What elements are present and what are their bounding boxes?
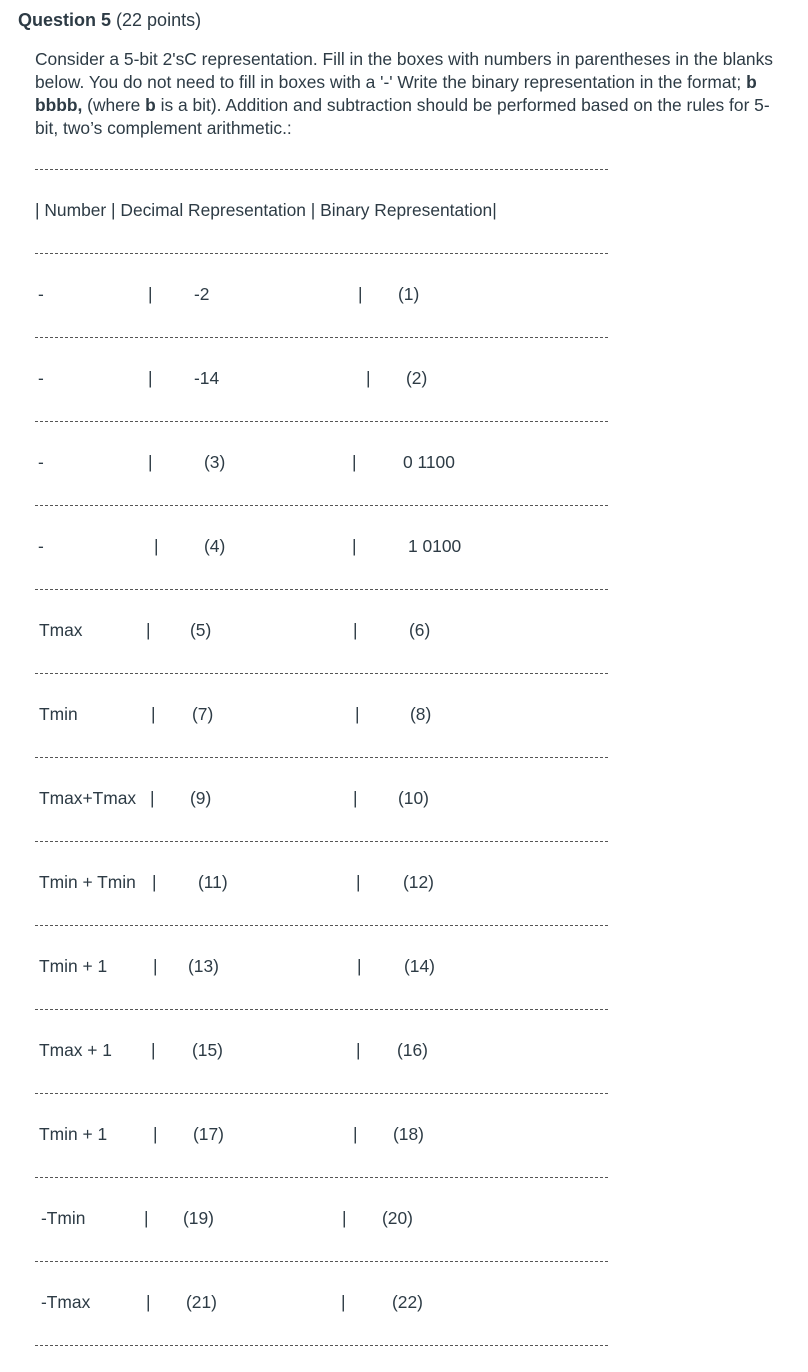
table-divider: [35, 169, 608, 170]
column-separator: |: [355, 704, 360, 724]
column-separator: |: [341, 1292, 346, 1312]
instructions-part-1: Consider a 5-bit 2'sC representation. Fill in the boxes with numbers in parentheses in the blanks below. You do not need to fill in boxes with a '-' Write the binary representation in the format;: [35, 49, 773, 92]
column-separator: |: [353, 1124, 358, 1144]
column-separator: |: [356, 872, 361, 892]
row-decimal-cell: (13): [188, 956, 219, 976]
row-number-cell: Tmin + 1: [39, 1124, 108, 1144]
column-separator: |: [151, 1040, 156, 1060]
instructions-format: b bbbb,: [35, 72, 757, 115]
row-decimal-cell: (9): [190, 788, 212, 808]
row-decimal-cell: -14: [194, 368, 220, 388]
column-separator: |: [144, 1208, 149, 1228]
row-number-cell: -Tmax: [41, 1292, 91, 1312]
column-separator: |: [148, 368, 153, 388]
table-divider: [35, 253, 608, 254]
row-decimal-cell: (15): [192, 1040, 223, 1060]
column-separator: |: [357, 956, 362, 976]
row-number-cell: -: [38, 284, 44, 304]
question-points: (22 points): [116, 10, 202, 30]
row-binary-cell: (14): [404, 956, 435, 976]
column-separator: |: [358, 284, 363, 304]
column-separator: |: [146, 620, 151, 640]
table-divider: [35, 673, 608, 674]
row-decimal-cell: -2: [194, 284, 210, 304]
row-binary-cell: (8): [410, 704, 432, 724]
column-separator: |: [153, 956, 158, 976]
row-number-cell: Tmax+Tmax: [39, 788, 137, 808]
column-separator: |: [353, 620, 358, 640]
row-binary-cell: (10): [398, 788, 429, 808]
table-divider: [35, 757, 608, 758]
table-divider: [35, 337, 608, 338]
table-divider: [35, 589, 608, 590]
table-divider: [35, 421, 608, 422]
row-binary-cell: (12): [403, 872, 434, 892]
instructions-part-3: is a bit). Addition and subtraction should be performed based on the rules for 5-bit, two’s complement arithmetic.:: [35, 95, 770, 138]
instructions-bit: b: [145, 95, 156, 115]
column-separator: |: [342, 1208, 347, 1228]
column-separator: |: [353, 788, 358, 808]
table-divider: [35, 1177, 608, 1178]
row-decimal-cell: (11): [198, 872, 228, 892]
column-separator: |: [150, 788, 155, 808]
row-number-cell: Tmin: [39, 704, 78, 724]
table-header: | Number | Decimal Representation | Binary Representation|: [35, 200, 497, 220]
column-separator: |: [152, 872, 157, 892]
row-decimal-cell: (7): [192, 704, 214, 724]
column-separator: |: [352, 536, 357, 556]
table-divider: [35, 1261, 608, 1262]
column-separator: |: [148, 284, 153, 304]
row-number-cell: Tmin + Tmin: [39, 872, 136, 892]
row-number-cell: -: [38, 452, 44, 472]
question-number: Question 5: [18, 10, 112, 30]
row-decimal-cell: (4): [204, 536, 226, 556]
column-separator: |: [356, 1040, 361, 1060]
row-decimal-cell: (19): [183, 1208, 214, 1228]
row-decimal-cell: (3): [204, 452, 226, 472]
row-binary-cell: 0 1100: [403, 452, 455, 472]
row-binary-cell: (16): [397, 1040, 428, 1060]
row-number-cell: Tmax: [39, 620, 83, 640]
column-separator: |: [366, 368, 371, 388]
table-divider: [35, 1093, 608, 1094]
table-divider: [35, 505, 608, 506]
row-decimal-cell: (21): [186, 1292, 217, 1312]
column-separator: |: [148, 452, 153, 472]
row-binary-cell: (18): [393, 1124, 424, 1144]
row-decimal-cell: (17): [193, 1124, 224, 1144]
column-separator: |: [352, 452, 357, 472]
table-divider: [35, 925, 608, 926]
row-binary-cell: 1 0100: [408, 536, 462, 556]
column-separator: |: [153, 1124, 158, 1144]
question-instructions: [35, 48, 775, 140]
row-binary-cell: (2): [406, 368, 428, 388]
row-binary-cell: (20): [382, 1208, 413, 1228]
row-binary-cell: (1): [398, 284, 420, 304]
row-number-cell: -: [38, 536, 44, 556]
row-number-cell: Tmin + 1: [39, 956, 108, 976]
row-number-cell: Tmax + 1: [39, 1040, 112, 1060]
row-number-cell: -Tmin: [41, 1208, 86, 1228]
instructions-part-2: (where: [82, 95, 146, 115]
row-number-cell: -: [38, 368, 44, 388]
column-separator: |: [151, 704, 156, 724]
table-divider: [35, 841, 608, 842]
table-divider: [35, 1009, 608, 1010]
row-binary-cell: (6): [409, 620, 431, 640]
row-decimal-cell: (5): [190, 620, 212, 640]
column-separator: |: [146, 1292, 151, 1312]
column-separator: |: [154, 536, 159, 556]
row-binary-cell: (22): [392, 1292, 423, 1312]
question-title: [18, 10, 201, 31]
table-divider: [35, 1345, 608, 1346]
